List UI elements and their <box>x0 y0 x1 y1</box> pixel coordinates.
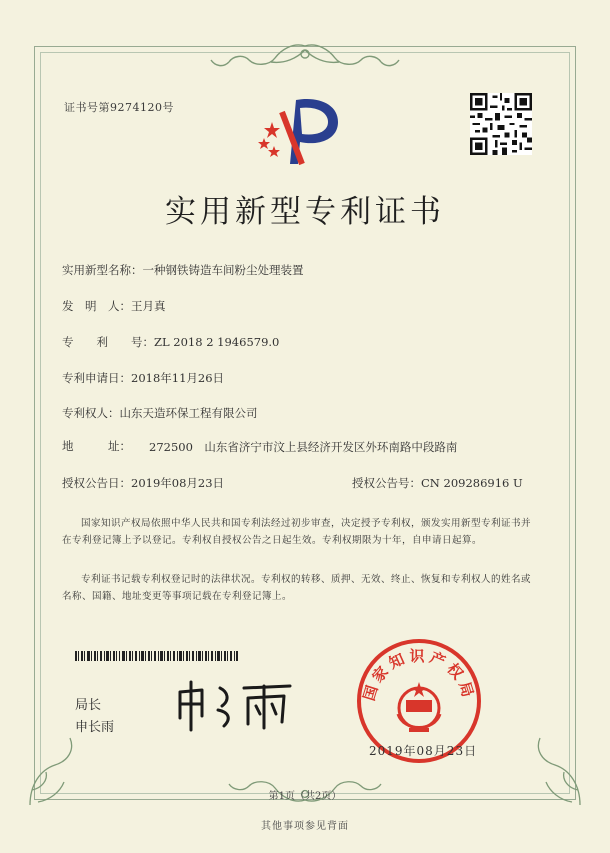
field-publication-number <box>352 475 523 491</box>
barcode <box>75 651 238 661</box>
footer-note: 其他事项参见背面 <box>261 821 349 832</box>
director-name: 申长雨 <box>75 720 115 735</box>
page-number: 第1页（共2页） <box>268 791 342 802</box>
field-label: 专利权人： <box>62 406 120 420</box>
field-value: CN 209286916 U <box>421 476 523 490</box>
field-value: ZL 2018 2 1946579.0 <box>154 335 280 349</box>
certificate-title: 实用新型专利证书 <box>165 194 445 230</box>
certificate-number: 证书号第9274120号 <box>64 101 174 114</box>
field-filing-date <box>62 370 224 386</box>
field-patent-number <box>62 334 279 350</box>
qr-code <box>470 93 532 155</box>
field-value: 山东天造环保工程有限公司 <box>119 406 258 420</box>
body-paragraph-2: 专利证书记载专利权登记时的法律状况。专利权的转移、质押、无效、终止、恢复和专利权人的姓名或名称、国籍、地址变更等事项记载在专利登记簿上。 <box>62 574 532 602</box>
field-grant-date <box>62 475 224 491</box>
director-title: 局长 <box>75 698 102 713</box>
field-utility-model-name <box>62 262 304 278</box>
field-value: 2018年11月26日 <box>131 371 225 385</box>
seal-text: 国家知识产权局 <box>359 647 479 703</box>
field-address-label <box>62 438 131 454</box>
field-label: 专利申请日： <box>62 371 131 385</box>
handwritten-signature <box>172 678 302 734</box>
field-label: 地 址： <box>62 439 131 453</box>
field-label: 专 利 号： <box>62 335 154 349</box>
field-label: 授权公告号： <box>352 476 421 490</box>
field-label: 实用新型名称： <box>62 263 143 277</box>
seal-date: 2019年08月23日 <box>369 744 478 758</box>
top-ornament <box>205 40 405 76</box>
field-label: 授权公告日： <box>62 476 131 490</box>
patent-office-logo <box>252 92 352 172</box>
field-value: 一种钢铁铸造车间粉尘处理装置 <box>142 263 304 277</box>
field-value: 王月真 <box>131 299 166 313</box>
field-value: 2019年08月23日 <box>131 476 225 490</box>
field-patentee <box>62 405 258 421</box>
field-inventor <box>62 298 166 314</box>
field-address-value: 272500 山东省济宁市汶上县经济开发区外环南路中段路南 <box>149 440 458 454</box>
body-paragraph-1: 国家知识产权局依照中华人民共和国专利法经过初步审查，决定授予专利权，颁发实用新型专利证书并在专利登记簿上予以登记。专利权自授权公告之日起生效。专利权期限为十年，自申请日起算。 <box>62 518 532 546</box>
field-label: 发 明 人： <box>62 299 131 313</box>
